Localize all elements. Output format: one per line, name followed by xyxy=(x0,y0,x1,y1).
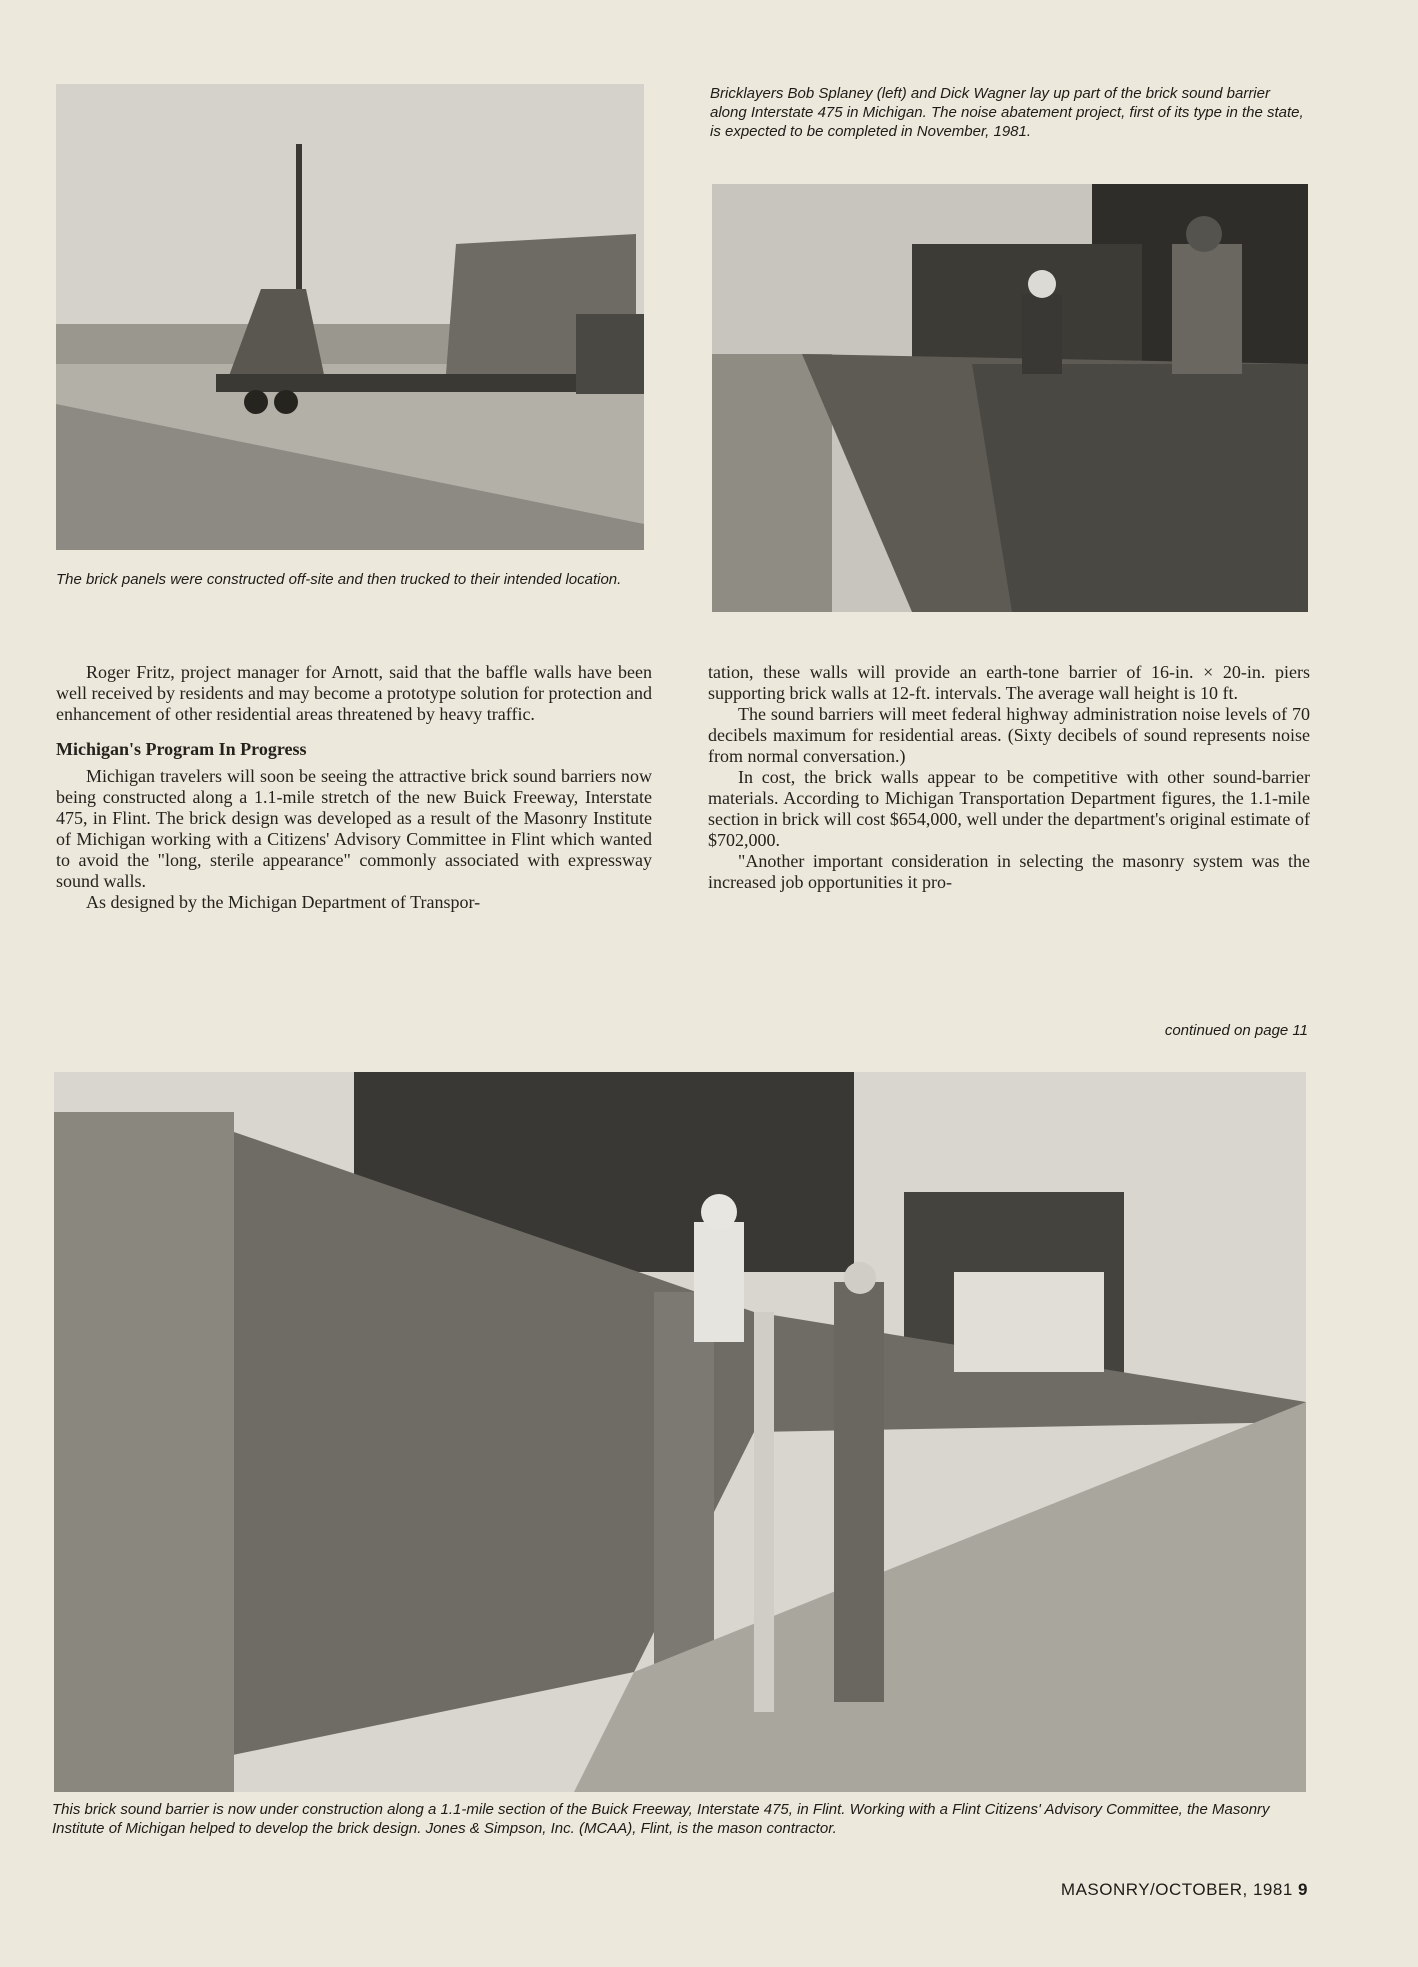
article-paragraph: In cost, the brick walls appear to be competitive with other sound-barrier materials. According to Michigan Transportation Department figures, the 1.1-mile section in brick will cost $654,000, well under the department's original estimate of $702,000. xyxy=(708,767,1310,850)
article-paragraph: The sound barriers will meet federal highway administration noise levels of 70 decibels maximum for residential areas. (Sixty decibels of sound represents noise from normal conversation.) xyxy=(708,704,1310,766)
article-paragraph: tation, these walls will provide an earth-tone barrier of 16-in. × 20-in. piers supporting brick walls at 12-ft. intervals. The average wall height is 10 ft. xyxy=(708,662,1310,703)
photo-bricklayers xyxy=(712,184,1308,612)
photo-sound-barrier-wall xyxy=(54,1072,1306,1792)
page-number: 9 xyxy=(1298,1880,1308,1899)
article-paragraph: As designed by the Michigan Department of Transpor- xyxy=(86,892,481,912)
article-paragraph: "Another important consideration in selecting the masonry system was the increased job opportunities it pro- xyxy=(708,851,1310,892)
article-paragraph: Roger Fritz, project manager for Arnott, said that the baffle walls have been well received by residents and may become a prototype solution for protection and enhancement of other residential areas threatened by heavy traffic. xyxy=(56,662,652,724)
article-right-column xyxy=(708,662,1310,893)
article-paragraph: Michigan travelers will soon be seeing the attractive brick sound barriers now being constructed along a 1.1-mile stretch of the new Buick Freeway, Interstate 475, in Flint. The brick design was developed as a result of the Masonry Institute of Michigan working with a Citizens' Advisory Committee in Flint which wanted to avoid the "long, sterile appearance" commonly associated with expressway sound walls. xyxy=(56,766,652,891)
continued-note: continued on page 11 xyxy=(1164,1022,1308,1039)
caption-truck: The brick panels were constructed off-site and then trucked to their intended location. xyxy=(56,571,622,588)
caption-wall: This brick sound barrier is now under construction along a 1.1-mile section of the Buick Freeway, Interstate 475, in Flint. Working with a Flint Citizens' Advisory Committee, the Masonry Institute of Michigan helped to develop the brick design. Jones & Simpson, Inc. (MCAA), Flint, is the mason contractor. xyxy=(52,1801,1270,1837)
photo-truck-brick-panels xyxy=(56,84,644,550)
section-heading: Michigan's Program In Progress xyxy=(56,739,307,759)
caption-bricklayers: Bricklayers Bob Splaney (left) and Dick Wagner lay up part of the brick sound barrier along Interstate 475 in Michigan. The noise abatement project, first of its type in the state, is expected to be completed in November, 1981. xyxy=(710,85,1304,140)
footer-issue: MASONRY/OCTOBER, 1981 xyxy=(1060,1880,1293,1899)
article-left-column xyxy=(56,662,652,913)
page-footer xyxy=(1061,1880,1308,1900)
